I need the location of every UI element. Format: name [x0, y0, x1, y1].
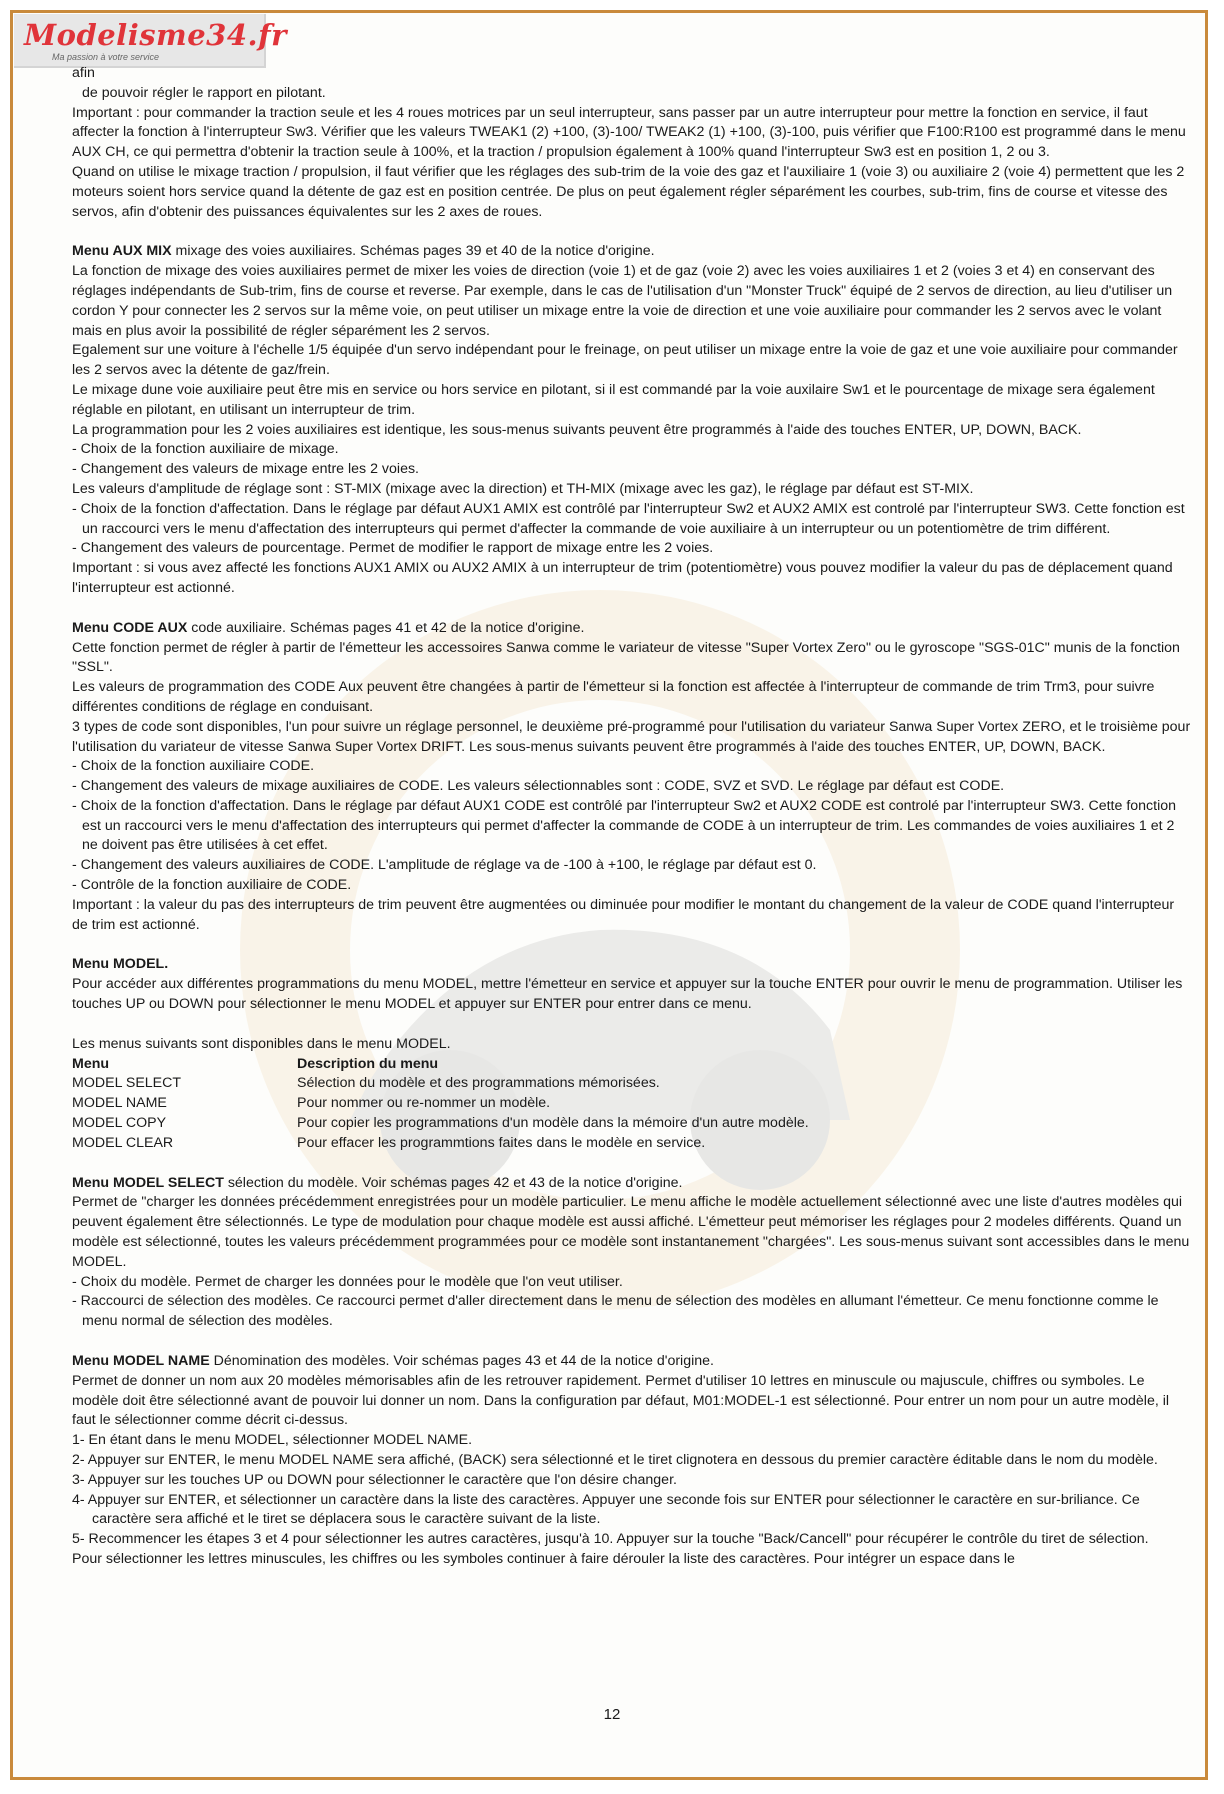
paragraph: La fonction de mixage des voies auxiliaires permet de mixer les voies de direction (voie 1) et de gaz (voie 2) avec les voies auxiliaires 1 et 2 (voies 3 et 4) en conservant des réglages indépendants de Sub-trim, fins de course et reverse. Par exemple, dans le cas de l'utilisation d'un "Monster Truck" équipé de 2 servos de direction, au lieu d'utiliser un cordon Y pour connecter les 2 servos sur la même voie, on peut utiliser un mixage entre la voie de direction et une voie auxiliaire pour commander les 2 servos avec le volant mais en plus avoir la possibilité de régler séparément les 2 servos. — [72, 263, 1173, 339]
paragraph: Permet de "charger les données précédemment enregistrées pour un modèle particulier. Le menu affiche le modèle actuellement sélectionné avec une liste d'autres modèles qui peuvent également être sélectionnés. Le type de modulation pour chaque modèle est aussi affiché. L'émetteur peut mémoriser les réglages pour 2 modeles différents. Quand un modèle est sélectionné, toutes les valeurs précédemment programmées pour ce modèle sont instantanement "chargées". Les sous-menus suivant sont accessibles dans le menu MODEL. — [72, 1194, 1190, 1270]
section-title: Menu CODE AUX — [72, 619, 188, 636]
paragraph: Le mixage dune voie auxiliaire peut être mis en service ou hors service en pilotant, si il est commandé par la voie auxilaire Sw1 et le pourcentage de mixage sera également réglable en pilotant, en utilisant un interrupteur de trim. — [72, 381, 1155, 418]
table-cell-menu: MODEL SELECT — [72, 1075, 182, 1092]
section-title: Menu MODEL NAME — [72, 1353, 210, 1370]
aux-mix-section — [72, 242, 1192, 598]
table-row — [72, 1134, 809, 1154]
section-title: Menu MODEL SELECT — [72, 1174, 224, 1191]
list-item: - Raccourci de sélection des modèles. Ce raccourci permet d'aller directement dans le menu de sélection des modèles en allumant l'émetteur. Ce menu fonctionne comme le menu normal de sélection des modèles. — [72, 1293, 1159, 1330]
paragraph: Egalement sur une voiture à l'échelle 1/5 équipée d'un servo indépendant pour le freinage, on peut utiliser un mixage entre la voie de gaz et une voie auxiliaire pour commander les 2 servos avec la détente de gaz/frein. — [72, 342, 1178, 379]
list-item: - Contrôle de la fonction auxiliaire de CODE. — [72, 877, 352, 894]
paragraph: Pour sélectionner les lettres minuscules, les chiffres ou les symboles continuer à faire dérouler la liste des caractères. Pour intégrer un espace dans le — [72, 1550, 1015, 1567]
table-cell-description: Pour effacer les programmtions faites dans le modèle en service. — [297, 1134, 706, 1151]
list-item: 2- Appuyer sur ENTER, le menu MODEL NAME sera affiché, (BACK) sera sélectionné et le tiret clignotera en dessous du premier caractère éditable dans le nom du modèle. — [72, 1452, 1158, 1468]
section-heading — [72, 242, 1192, 262]
table-header-description: Description du menu — [297, 1055, 439, 1072]
table-cell-description: Sélection du modèle et des programmations mémorisées. — [297, 1075, 660, 1092]
section-title: Menu MODEL. — [72, 956, 169, 973]
model-section — [72, 955, 1192, 1153]
table-cell-description: Pour copier les programmations d'un modèle dans la mémoire d'un autre modèle. — [297, 1115, 809, 1132]
section-heading — [72, 1174, 1192, 1194]
list-item: 1- En étant dans le menu MODEL, sélectionner MODEL NAME. — [72, 1432, 473, 1449]
list-item: - Choix de la fonction d'affectation. Dans le réglage par défaut AUX1 CODE est contrôlé par l'interrupteur Sw2 et AUX2 CODE est controlé par l'interrupteur SW3. Cette fonction est un raccourci vers le menu d'affectation des interrupteurs qui permet d'affecter la commande de CODE à un interrupteur de trim. Les commandes de voies auxiliaires 1 et 2 ne doivent pas être utilisées à cet effet. — [72, 797, 1177, 854]
model-select-section — [72, 1174, 1192, 1332]
list-item: - Changement des valeurs de mixage auxiliaires de CODE. Les valeurs sélectionnables sont : CODE, SVZ et SVD. Le réglage par défaut est CODE. — [72, 778, 1005, 795]
list-item: - Changement des valeurs auxiliaires de CODE. L'amplitude de réglage va de -100 à +100, le réglage par défaut est 0. — [72, 857, 817, 874]
table-cell-menu: MODEL COPY — [72, 1115, 167, 1132]
paragraph: de pouvoir régler le rapport en pilotant. — [82, 84, 326, 101]
table-row — [72, 1074, 809, 1094]
paragraph: Pour accéder aux différentes programmations du menu MODEL, mettre l'émetteur en service et appuyer sur la touche ENTER pour ouvrir le menu de programmation. Utiliser les touches UP ou DOWN pour sélectionner le menu MODEL et appuyer sur ENTER pour entrer dans ce menu. — [72, 976, 1183, 1013]
section-subtitle: sélection du modèle. Voir schémas pages 42 et 43 de la notice d'origine. — [223, 1174, 683, 1191]
paragraph: Important : la valeur du pas des interrupteurs de trim peuvent être augmentées ou diminuée pour modifier le montant du changement de la valeur de CODE quand l'interrupteur de trim est actionné. — [72, 896, 1175, 933]
paragraph: Les valeurs de programmation des CODE Aux peuvent être changées à partir de l'émetteur si la fonction est affectée à l'interrupteur de commande de trim Trm3, pour suivre différentes conditions de réglage en conduisant. — [72, 679, 1155, 715]
site-logo — [14, 14, 287, 68]
table-cell-menu: MODEL NAME — [72, 1095, 167, 1112]
logo-tagline: Ma passion à votre service — [52, 52, 160, 62]
section-heading — [72, 1352, 1192, 1372]
paragraph: La programmation pour les 2 voies auxiliaires est identique, les sous-menus suivants peuvent être programmés à l'aide des touches ENTER, UP, DOWN, BACK. — [72, 421, 1082, 438]
paragraph: 3 types de code sont disponibles, l'un pour suivre un réglage personnel, le deuxième pré-programmé pour l'utilisation du variateur Sanwa Super Vortex ZERO, et le troisième pour l'utilisation du variateur de vitesse Sanwa Super Vortex DRIFT. Les sous-menus suivants peuvent être programmés à l'aide des touches ENTER, UP, DOWN, BACK. — [72, 718, 1191, 755]
document-body — [72, 64, 1192, 1570]
table-cell-menu: MODEL CLEAR — [72, 1134, 174, 1151]
model-menu-table — [72, 1055, 809, 1154]
model-name-section — [72, 1352, 1192, 1570]
code-aux-section — [72, 619, 1192, 936]
section-subtitle: mixage des voies auxiliaires. Schémas pages 39 et 40 de la notice d'origine. — [171, 243, 655, 260]
section-subtitle: Dénomination des modèles. Voir schémas pages 43 et 44 de la notice d'origine. — [209, 1353, 714, 1370]
list-item: - Changement des valeurs de pourcentage. Permet de modifier le rapport de mixage entre les 2 voies. — [72, 540, 714, 557]
table-header-menu: Menu — [72, 1055, 110, 1072]
logo-text: Modelisme34.fr — [24, 18, 287, 52]
section-subtitle: code auxiliaire. Schémas pages 41 et 42 de la notice d'origine. — [187, 619, 585, 636]
paragraph: Important : pour commander la traction seule et les 4 roues motrices par un seul interrupteur, sans passer par un autre interrupteur pour mettre la fonction en service, il faut affecter la fonction à l'interrupteur Sw3. Vérifier que les valeurs TWEAK1 (2) +100, (3)-100/ TWEAK2 (1) +100, (3)-100, puis vérifier que F100:R100 est programmé dans le menu AUX CH, ce qui permettra d'obtenir la traction seule à 100%, et la traction / propulsion également à 100% quand l'interrupteur Sw3 est en position 1, 2 ou 3. — [72, 104, 1186, 161]
list-item: - Choix de la fonction auxiliaire de mixage. — [72, 441, 339, 458]
table-row — [72, 1114, 809, 1134]
paragraph: afin — [72, 65, 95, 81]
section-title: Menu AUX MIX — [72, 243, 172, 260]
list-item: - Changement des valeurs de mixage entre les 2 voies. — [72, 461, 419, 478]
paragraph: Cette fonction permet de régler à partir de l'émetteur les accessoires Sanwa comme le variateur de vitesse "Super Vortex Zero" ou le gyroscope "SGS-01C" munis de la fonction "SSL". — [72, 639, 1180, 676]
list-item: 5- Recommencer les étapes 3 et 4 pour sélectionner les autres caractères, jusqu'à 10. Appuyer sur la touche "Back/Cancell" pour récupérer le contrôle du tiret de sélection. — [72, 1531, 1149, 1548]
paragraph: Quand on utilise le mixage traction / propulsion, il faut vérifier que les réglages des sub-trim de la voie des gaz et l'auxiliaire 1 (voie 3) ou auxiliaire 2 (voie 4) permettent que les 2 moteurs soient hors service quand la détente de gaz est en position centrée. De plus on peut également régler séparément les courbes, sub-trim, fins de course et vitesse des servos, afin d'obtenir des puissances équivalentes sur les 2 axes de roues. — [72, 163, 1185, 220]
list-item: - Choix de la fonction auxiliaire CODE. — [72, 758, 315, 775]
list-item: 4- Appuyer sur ENTER, et sélectionner un caractère dans la liste des caractères. Appuyer une seconde fois sur ENTER pour sélectionner le caractère en sur-briliance. Ce caractère sera affiché et le tiret se déplacera sous le caractère suivant de la liste. — [72, 1491, 1140, 1528]
paragraph: Les menus suivants sont disponibles dans le menu MODEL. — [72, 1035, 451, 1052]
table-row — [72, 1094, 809, 1114]
intro-section — [72, 64, 1192, 222]
paragraph: Les valeurs d'amplitude de réglage sont : ST-MIX (mixage avec la direction) et TH-MIX (mixage avec les gaz), le réglage par défaut est ST-MIX. — [72, 480, 974, 497]
paragraph: Important : si vous avez affecté les fonctions AUX1 AMIX ou AUX2 AMIX à un interrupteur de trim (potentiomètre) vous pouvez modifier la valeur du pas de déplacement quand l'interrupteur est actionné. — [72, 560, 1173, 596]
list-item: - Choix de la fonction d'affectation. Dans le réglage par défaut AUX1 AMIX est contrôlé par l'interrupteur Sw2 et AUX2 AMIX est controlé par l'interrupteur SW3. Cette fonction est un raccourci vers le menu d'affectation des interrupteurs qui permet d'affecter la commande de voie auxiliaire à un interrupteur ou un potentiomètre de trim différent. — [72, 500, 1185, 537]
table-header-row — [72, 1055, 809, 1075]
list-item: 3- Appuyer sur les touches UP ou DOWN pour sélectionner le caractère que l'on désire changer. — [72, 1471, 677, 1488]
section-heading — [72, 619, 1192, 639]
page-number: 12 — [603, 1706, 621, 1723]
paragraph: Permet de donner un nom aux 20 modèles mémorisables afin de les retrouver rapidement. Permet d'utiliser 10 lettres en minuscule ou majuscule, chiffres ou symboles. Le modèle doit être sélectionné avant de pouvoir lui donner un nom. Dans la configuration par défaut, M01:MODEL-1 est sélectionné. Pour entrer un nom pour un autre modèle, il faut le sélectionner comme décrit ci-dessus. — [72, 1372, 1170, 1429]
list-item: - Choix du modèle. Permet de charger les données pour le modèle que l'on veut utiliser. — [72, 1273, 623, 1290]
table-cell-description: Pour nommer ou re-nommer un modèle. — [297, 1095, 551, 1112]
